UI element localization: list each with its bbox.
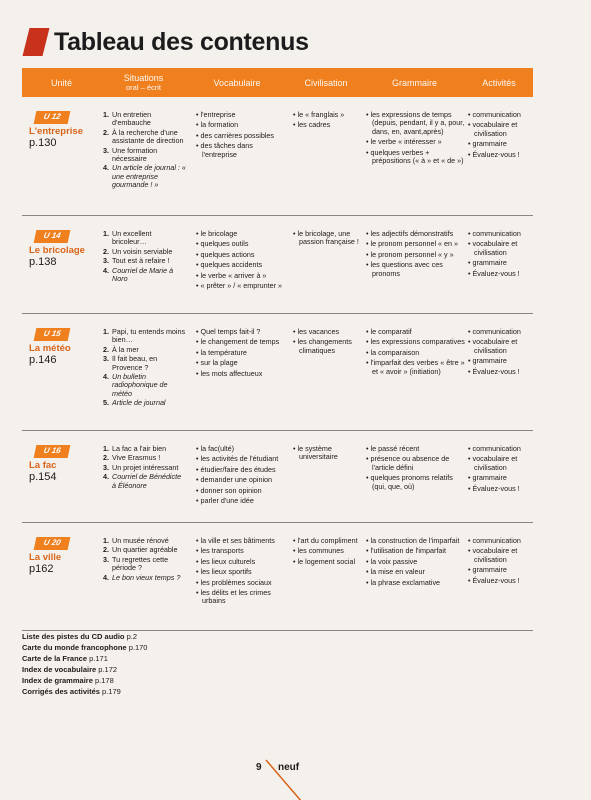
appendix-link[interactable]	[22, 642, 147, 653]
activites-item: • communication	[468, 111, 533, 119]
unit-name[interactable]: Le bricolage	[29, 245, 85, 256]
appendix-link-page: p.2	[126, 632, 138, 641]
activites-item: • grammaire	[468, 140, 533, 148]
header-activites: Activités	[482, 77, 516, 88]
grammaire-item: • les expressions comparatives	[366, 338, 465, 346]
activites-item: • Évaluez-vous !	[468, 270, 533, 278]
unit-cell	[22, 431, 101, 522]
vocabulaire-cell	[186, 216, 288, 313]
unit-name[interactable]: L'entreprise	[29, 126, 83, 137]
unit-badge: U 16	[34, 445, 71, 458]
situation-number: 4.	[103, 472, 109, 482]
appendix-link-page: p.178	[94, 676, 114, 685]
grammaire-item: • les adjectifs démonstratifs	[366, 230, 465, 238]
situation-text: Tout est à refaire !	[112, 256, 170, 266]
unit-page: p162	[29, 563, 54, 576]
vocabulaire-item: • des carrières possibles	[196, 132, 288, 140]
vocabulaire-item: • le verbe « arriver à »	[196, 272, 288, 280]
activites-item: • communication	[468, 445, 533, 453]
situation-text: Un musée rénové	[112, 536, 169, 545]
unit-badge: U 20	[34, 537, 71, 550]
situation-number: 2.	[103, 545, 109, 555]
grammaire-item: • les questions avec ces pronoms	[366, 261, 465, 278]
units-table	[22, 97, 533, 631]
activites-item: • Évaluez-vous !	[468, 577, 533, 585]
situation-item	[103, 399, 186, 407]
vocabulaire-item: • les délits et les crimes urbains	[196, 589, 288, 606]
situation-item	[103, 464, 186, 472]
situation-item	[103, 257, 186, 265]
situation-text: Un article de journal : « une entreprise gourmande ! »	[112, 163, 186, 190]
grammaire-item: • l'utilisation de l'imparfait	[366, 547, 465, 555]
situation-number: 2.	[103, 344, 109, 354]
vocabulaire-item: • les lieux sportifs	[196, 568, 288, 576]
header-vocabulaire: Vocabulaire	[213, 77, 261, 88]
appendix-link-label: Index de vocabulaire	[22, 665, 97, 674]
grammaire-item: • la mise en valeur	[366, 568, 465, 576]
activites-item: • grammaire	[468, 259, 533, 267]
vocabulaire-item: • Quel temps fait-il ?	[196, 328, 288, 336]
situation-item	[103, 574, 186, 582]
situation-text: À la mer	[112, 344, 139, 354]
grammaire-item: • la comparaison	[366, 349, 465, 357]
situation-number: 1.	[103, 327, 109, 336]
unit-row	[22, 216, 533, 314]
civilisation-cell	[288, 523, 364, 630]
unit-row	[22, 314, 533, 431]
situations-cell	[101, 216, 186, 313]
situation-text: La fac a l'air bien	[112, 444, 167, 453]
appendix-link-page: p.170	[128, 643, 148, 652]
vocabulaire-item: • quelques actions	[196, 251, 288, 259]
vocabulaire-item: • demander une opinion	[196, 476, 288, 484]
vocabulaire-cell	[186, 523, 288, 630]
unit-name[interactable]: La météo	[29, 343, 71, 354]
vocabulaire-item: • le changement de temps	[196, 338, 288, 346]
page-word: neuf	[278, 762, 300, 773]
grammaire-item: • quelques verbes + prépositions (« à » et « de »)	[366, 149, 465, 166]
situation-text: Tu regrettes cette période ?	[112, 554, 169, 573]
vocabulaire-item: • les lieux culturels	[196, 558, 288, 566]
unit-cell	[22, 216, 101, 313]
page-title	[22, 26, 309, 58]
situation-text: Un bulletin radiophonique de météo	[112, 372, 168, 398]
situation-number: 4.	[103, 163, 109, 173]
unit-page: p.146	[29, 354, 57, 367]
situation-text: Un projet intéressant	[112, 462, 179, 472]
vocabulaire-item: • les problèmes sociaux	[196, 579, 288, 587]
vocabulaire-cell	[186, 97, 288, 215]
civilisation-cell	[288, 314, 364, 430]
civilisation-item: • le bricolage, une passion française !	[293, 230, 364, 247]
grammaire-item: • le passé récent	[366, 445, 465, 453]
header-situations: Situations oral – écrit	[123, 72, 164, 92]
grammaire-item: • le verbe « intéresser »	[366, 138, 465, 146]
grammaire-item: • la voix passive	[366, 558, 465, 566]
grammaire-item: • la construction de l'imparfait	[366, 537, 465, 545]
appendix-link-label: Liste des pistes du CD audio	[22, 632, 125, 641]
situation-number: 4.	[103, 572, 109, 582]
civilisation-item: • les cadres	[293, 121, 364, 129]
unit-name[interactable]: La fac	[29, 460, 57, 471]
situations-cell	[101, 431, 186, 522]
activites-cell	[465, 431, 533, 522]
vocabulaire-item: • la ville et ses bâtiments	[196, 537, 288, 545]
situation-text: Un voisin serviable	[112, 246, 173, 256]
unit-page: p.154	[29, 471, 57, 484]
situation-item	[103, 546, 186, 554]
unit-badge: U 12	[34, 111, 71, 124]
situation-item	[103, 454, 186, 462]
appendix-link-label: Index de grammaire	[22, 676, 93, 685]
situation-text: Vive Erasmus !	[112, 453, 161, 463]
situation-text: Papi, tu entends moins bien…	[112, 327, 186, 345]
situation-text: Courriel de Bénédicte à Éléonore	[112, 472, 182, 490]
situation-item	[103, 373, 186, 398]
situation-number: 3.	[103, 256, 109, 266]
header-unite: Unité	[50, 77, 72, 88]
situation-text: Une formation nécessaire	[112, 145, 158, 164]
situation-item	[103, 129, 186, 146]
situation-item	[103, 346, 186, 354]
grammaire-item: • l'imparfait des verbes « être » et « avoir » (initiation)	[366, 359, 465, 376]
situation-item	[103, 147, 186, 164]
unit-cell	[22, 97, 101, 215]
situation-number: 5.	[103, 398, 109, 408]
activites-item: • Évaluez-vous !	[468, 151, 533, 159]
situation-number: 2.	[103, 453, 109, 463]
situation-text: Un entretien d'embauche	[112, 110, 152, 128]
civilisation-item: • les communes	[293, 547, 364, 555]
activites-item: • vocabulaire et civilisation	[468, 240, 533, 257]
grammaire-cell	[364, 216, 465, 313]
vocabulaire-cell	[186, 314, 288, 430]
appendix-link[interactable]	[22, 631, 147, 642]
header-civilisation: Civilisation	[304, 77, 348, 88]
vocabulaire-item: • l'entreprise	[196, 111, 288, 119]
situation-text: À la recherche d'une assistante de direction	[112, 127, 184, 146]
situation-number: 1.	[103, 229, 109, 238]
vocabulaire-item: • la formation	[196, 121, 288, 129]
civilisation-item: • les changements climatiques	[293, 338, 364, 355]
vocabulaire-item: • les transports	[196, 547, 288, 555]
appendix-link[interactable]	[22, 653, 147, 664]
situation-item	[103, 473, 186, 490]
situations-cell	[101, 314, 186, 430]
vocabulaire-item: • les mots affectueux	[196, 370, 288, 378]
appendix-link-label: Carte du monde francophone	[22, 643, 127, 652]
civilisation-item: • le logement social	[293, 558, 364, 566]
situation-number: 1.	[103, 444, 109, 453]
situation-number: 2.	[103, 127, 109, 137]
activites-cell	[465, 216, 533, 313]
unit-cell	[22, 523, 101, 630]
unit-page: p.130	[29, 137, 57, 150]
title-text: Tableau des contenus	[54, 27, 309, 56]
appendix-links	[22, 631, 147, 697]
grammaire-item: • le pronom personnel « y »	[366, 251, 465, 259]
activites-item: • communication	[468, 328, 533, 336]
page-corner-decoration	[262, 758, 322, 800]
civilisation-item: • les vacances	[293, 328, 364, 336]
grammaire-item: • les expressions de temps (depuis, pendant, il y a, pour, dans, en, avant,après)	[366, 111, 465, 136]
situation-text: Article de journal	[112, 398, 166, 408]
page-number: 9	[256, 762, 262, 773]
grammaire-item: • quelques pronoms relatifs (qui, que, où)	[366, 474, 465, 491]
situation-item	[103, 230, 186, 247]
situation-number: 2.	[103, 246, 109, 256]
grammaire-cell	[364, 314, 465, 430]
activites-item: • Évaluez-vous !	[468, 368, 533, 376]
situation-text: Un quartier agréable	[112, 545, 178, 555]
situation-item	[103, 164, 186, 189]
appendix-link-label: Carte de la France	[22, 654, 88, 663]
grammaire-item: • présence ou absence de l'article défini	[366, 455, 465, 472]
vocabulaire-cell	[186, 431, 288, 522]
situation-item	[103, 445, 186, 453]
grammaire-item: • le pronom personnel « en »	[366, 240, 465, 248]
activites-item: • communication	[468, 537, 533, 545]
activites-item: • grammaire	[468, 566, 533, 574]
unit-row	[22, 523, 533, 631]
situation-item	[103, 355, 186, 372]
activites-item: • grammaire	[468, 357, 533, 365]
table-header	[22, 68, 533, 97]
header-grammaire: Grammaire	[391, 77, 437, 88]
situation-text: Le bon vieux temps ?	[112, 572, 181, 582]
civilisation-item: • le système universitaire	[293, 445, 364, 462]
appendix-link[interactable]	[22, 664, 147, 675]
grammaire-cell	[364, 97, 465, 215]
unit-page: p.138	[29, 256, 57, 269]
situation-number: 3.	[103, 462, 109, 472]
situation-item	[103, 556, 186, 573]
vocabulaire-item: • sur la plage	[196, 359, 288, 367]
appendix-link-page: p.172	[98, 665, 118, 674]
grammaire-cell	[364, 523, 465, 630]
unit-badge: U 15	[34, 328, 71, 341]
grammaire-cell	[364, 431, 465, 522]
appendix-link[interactable]	[22, 686, 147, 697]
situation-number: 3.	[103, 554, 109, 564]
situation-number: 4.	[103, 265, 109, 275]
activites-item: • vocabulaire et civilisation	[468, 455, 533, 472]
title-marker	[23, 28, 50, 56]
activites-item: • vocabulaire et civilisation	[468, 121, 533, 138]
situation-number: 1.	[103, 110, 109, 119]
civilisation-cell	[288, 216, 364, 313]
activites-item: • grammaire	[468, 474, 533, 482]
activites-item: • vocabulaire et civilisation	[468, 338, 533, 355]
vocabulaire-item: • des tâches dans l'entreprise	[196, 142, 288, 159]
activites-cell	[465, 314, 533, 430]
situation-number: 4.	[103, 372, 109, 382]
unit-cell	[22, 314, 101, 430]
grammaire-item: • la phrase exclamative	[366, 579, 465, 587]
unit-name[interactable]: La ville	[29, 552, 62, 563]
civilisation-cell	[288, 431, 364, 522]
situation-item	[103, 537, 186, 545]
situation-number: 3.	[103, 354, 109, 364]
vocabulaire-item: • quelques outils	[196, 240, 288, 248]
activites-item: • communication	[468, 230, 533, 238]
vocabulaire-item: • le bricolage	[196, 230, 288, 238]
appendix-link-page: p.179	[102, 687, 121, 696]
unit-row	[22, 97, 533, 216]
situation-number: 1.	[103, 536, 109, 545]
vocabulaire-item: • donner son opinion	[196, 487, 288, 495]
activites-item: • Évaluez-vous !	[468, 485, 533, 493]
civilisation-item: • l'art du compliment	[293, 537, 364, 545]
vocabulaire-item: • la température	[196, 349, 288, 357]
appendix-link[interactable]	[22, 675, 147, 686]
situation-item	[103, 111, 186, 128]
situation-number: 3.	[103, 145, 109, 155]
activites-item: • vocabulaire et civilisation	[468, 547, 533, 564]
unit-badge: U 14	[34, 230, 71, 243]
appendix-link-label: Corrigés des activités	[22, 687, 100, 696]
vocabulaire-item: • quelques accidents	[196, 261, 288, 269]
situations-cell	[101, 523, 186, 630]
situation-text: Courriel de Marie à Noro	[112, 265, 174, 284]
unit-row	[22, 431, 533, 523]
situation-item	[103, 248, 186, 256]
situation-item	[103, 328, 186, 345]
civilisation-cell	[288, 97, 364, 215]
appendix-link-page: p.171	[89, 654, 108, 663]
vocabulaire-item: • « prêter » / « emprunter »	[196, 282, 288, 290]
vocabulaire-item: • étudier/faire des études	[196, 466, 288, 474]
activites-cell	[465, 523, 533, 630]
civilisation-item: • le « franglais »	[293, 111, 364, 119]
situation-text: Il fait beau, en Provence ?	[112, 354, 158, 372]
grammaire-item: • le comparatif	[366, 328, 465, 336]
vocabulaire-item: • les activités de l'étudiant	[196, 455, 288, 463]
vocabulaire-item: • la fac(ulté)	[196, 445, 288, 453]
activites-cell	[465, 97, 533, 215]
situation-text: Un excellent bricoleur…	[112, 229, 152, 247]
vocabulaire-item: • parler d'une idée	[196, 497, 288, 505]
situation-item	[103, 267, 186, 284]
situations-cell	[101, 97, 186, 215]
